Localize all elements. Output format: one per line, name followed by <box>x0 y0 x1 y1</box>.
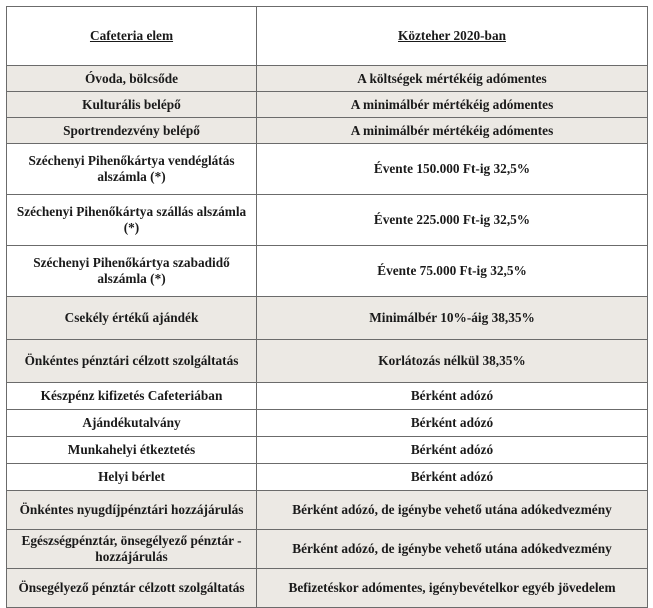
table-row <box>7 437 648 464</box>
cell-cafeteria-elem: Széchenyi Pihenőkártya szállás alszámla (*) <box>7 195 257 246</box>
column-header-cafeteria-elem <box>7 7 257 66</box>
cell-cafeteria-elem: Készpénz kifizetés Cafeteriában <box>7 383 257 410</box>
column-header-kozteher <box>257 7 648 66</box>
cell-kozteher: A minimálbér mértékéig adómentes <box>257 118 648 144</box>
cell-cafeteria-elem: Sportrendezvény belépő <box>7 118 257 144</box>
cell-cafeteria-elem: Munkahelyi étkeztetés <box>7 437 257 464</box>
cell-kozteher: Bérként adózó <box>257 383 648 410</box>
cell-kozteher: Bérként adózó, de igénybe vehető utána adókedvezmény <box>257 491 648 530</box>
table-row <box>7 144 648 195</box>
cell-kozteher: Minimálbér 10%-áig 38,35% <box>257 297 648 340</box>
cell-kozteher: Évente 150.000 Ft-ig 32,5% <box>257 144 648 195</box>
cell-cafeteria-elem: Széchenyi Pihenőkártya szabadidő alszámla (*) <box>7 246 257 297</box>
table-row <box>7 297 648 340</box>
cell-cafeteria-elem: Óvoda, bölcsőde <box>7 66 257 92</box>
cell-cafeteria-elem: Helyi bérlet <box>7 464 257 491</box>
cell-kozteher: Bérként adózó <box>257 437 648 464</box>
cell-cafeteria-elem: Egészségpénztár, önsegélyező pénztár - hozzájárulás <box>7 530 257 569</box>
table-row <box>7 195 648 246</box>
cell-kozteher: A minimálbér mértékéig adómentes <box>257 92 648 118</box>
cell-kozteher: Bérként adózó <box>257 464 648 491</box>
table-row <box>7 530 648 569</box>
table-row <box>7 340 648 383</box>
cell-kozteher: Bérként adózó <box>257 410 648 437</box>
column-header-kozteher-label: Közteher 2020-ban <box>398 28 506 44</box>
table-header-row <box>7 7 648 66</box>
cell-cafeteria-elem: Csekély értékű ajándék <box>7 297 257 340</box>
cell-kozteher: Évente 75.000 Ft-ig 32,5% <box>257 246 648 297</box>
cell-cafeteria-elem: Önkéntes nyugdíjpénztári hozzájárulás <box>7 491 257 530</box>
cell-kozteher: Korlátozás nélkül 38,35% <box>257 340 648 383</box>
cell-cafeteria-elem: Önkéntes pénztári célzott szolgáltatás <box>7 340 257 383</box>
cell-cafeteria-elem: Ajándékutalvány <box>7 410 257 437</box>
cell-kozteher: Évente 225.000 Ft-ig 32,5% <box>257 195 648 246</box>
table-row <box>7 246 648 297</box>
table-row <box>7 410 648 437</box>
table-row <box>7 383 648 410</box>
table-row <box>7 118 648 144</box>
cell-kozteher: A költségek mértékéig adómentes <box>257 66 648 92</box>
cell-kozteher: Bérként adózó, de igénybe vehető utána adókedvezmény <box>257 530 648 569</box>
column-header-cafeteria-elem-label: Cafeteria elem <box>89 28 174 44</box>
cafeteria-table <box>6 6 648 608</box>
table-row <box>7 92 648 118</box>
table-row <box>7 491 648 530</box>
cell-cafeteria-elem: Önsegélyező pénztár célzott szolgáltatás <box>7 569 257 608</box>
cell-cafeteria-elem: Széchenyi Pihenőkártya vendéglátás alszámla (*) <box>7 144 257 195</box>
cell-kozteher: Befizetéskor adómentes, igénybevételkor egyéb jövedelem <box>257 569 648 608</box>
table-row <box>7 464 648 491</box>
table-row <box>7 66 648 92</box>
table-row <box>7 569 648 608</box>
cell-cafeteria-elem: Kulturális belépő <box>7 92 257 118</box>
table-body <box>7 7 648 608</box>
